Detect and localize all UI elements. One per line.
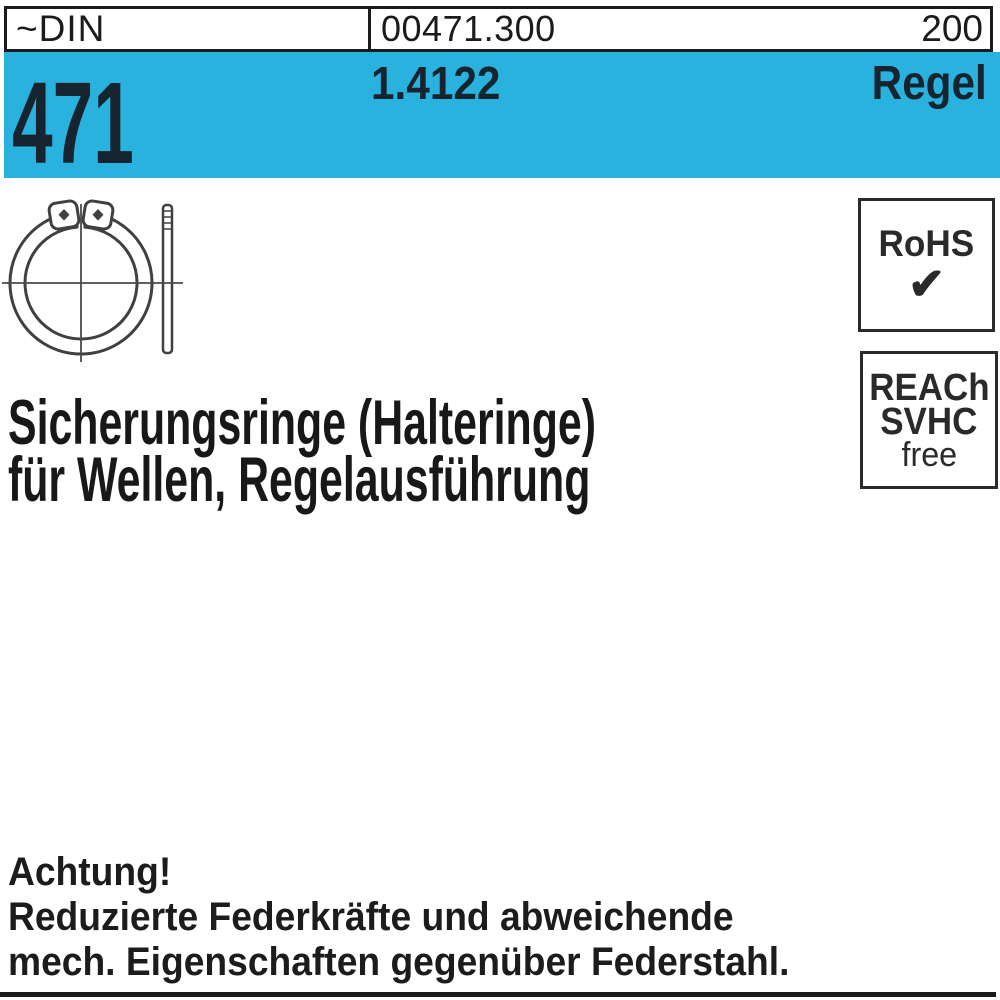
bottom-rule [0,992,996,997]
circlip-side-view-icon [163,205,172,353]
item-number: 00471.300 [381,8,556,49]
warning-heading: Achtung! [8,850,172,894]
product-title-line2: für Wellen, Regelausführung [8,445,591,515]
standard-band [4,52,1000,188]
warning-line1: Reduzierte Federkräfte und abweichende [8,895,734,939]
check-icon: ✔ [908,260,945,309]
reach-line1: REACh [868,367,990,409]
din-label: ~DIN [16,8,106,49]
warning-line2: mech. Eigenschaften gegenüber Federstahl. [8,940,790,984]
reach-badge [860,351,998,489]
header-bar [4,6,993,52]
rohs-label: RoHS [878,223,975,264]
header-divider [368,9,371,49]
version-label: Regel [871,57,987,110]
circlip-technical-drawing [0,190,190,370]
product-title [8,388,873,515]
rohs-badge [858,198,995,332]
reach-line3: free [901,436,957,474]
reach-line2: SVHC [880,401,978,443]
material-grade: 1.4122 [371,57,501,109]
warning-note [8,850,848,985]
page-number: 200 [921,8,983,49]
product-title-line1: Sicherungsringe (Halteringe) [8,388,596,458]
standard-number: 471 [12,58,134,188]
